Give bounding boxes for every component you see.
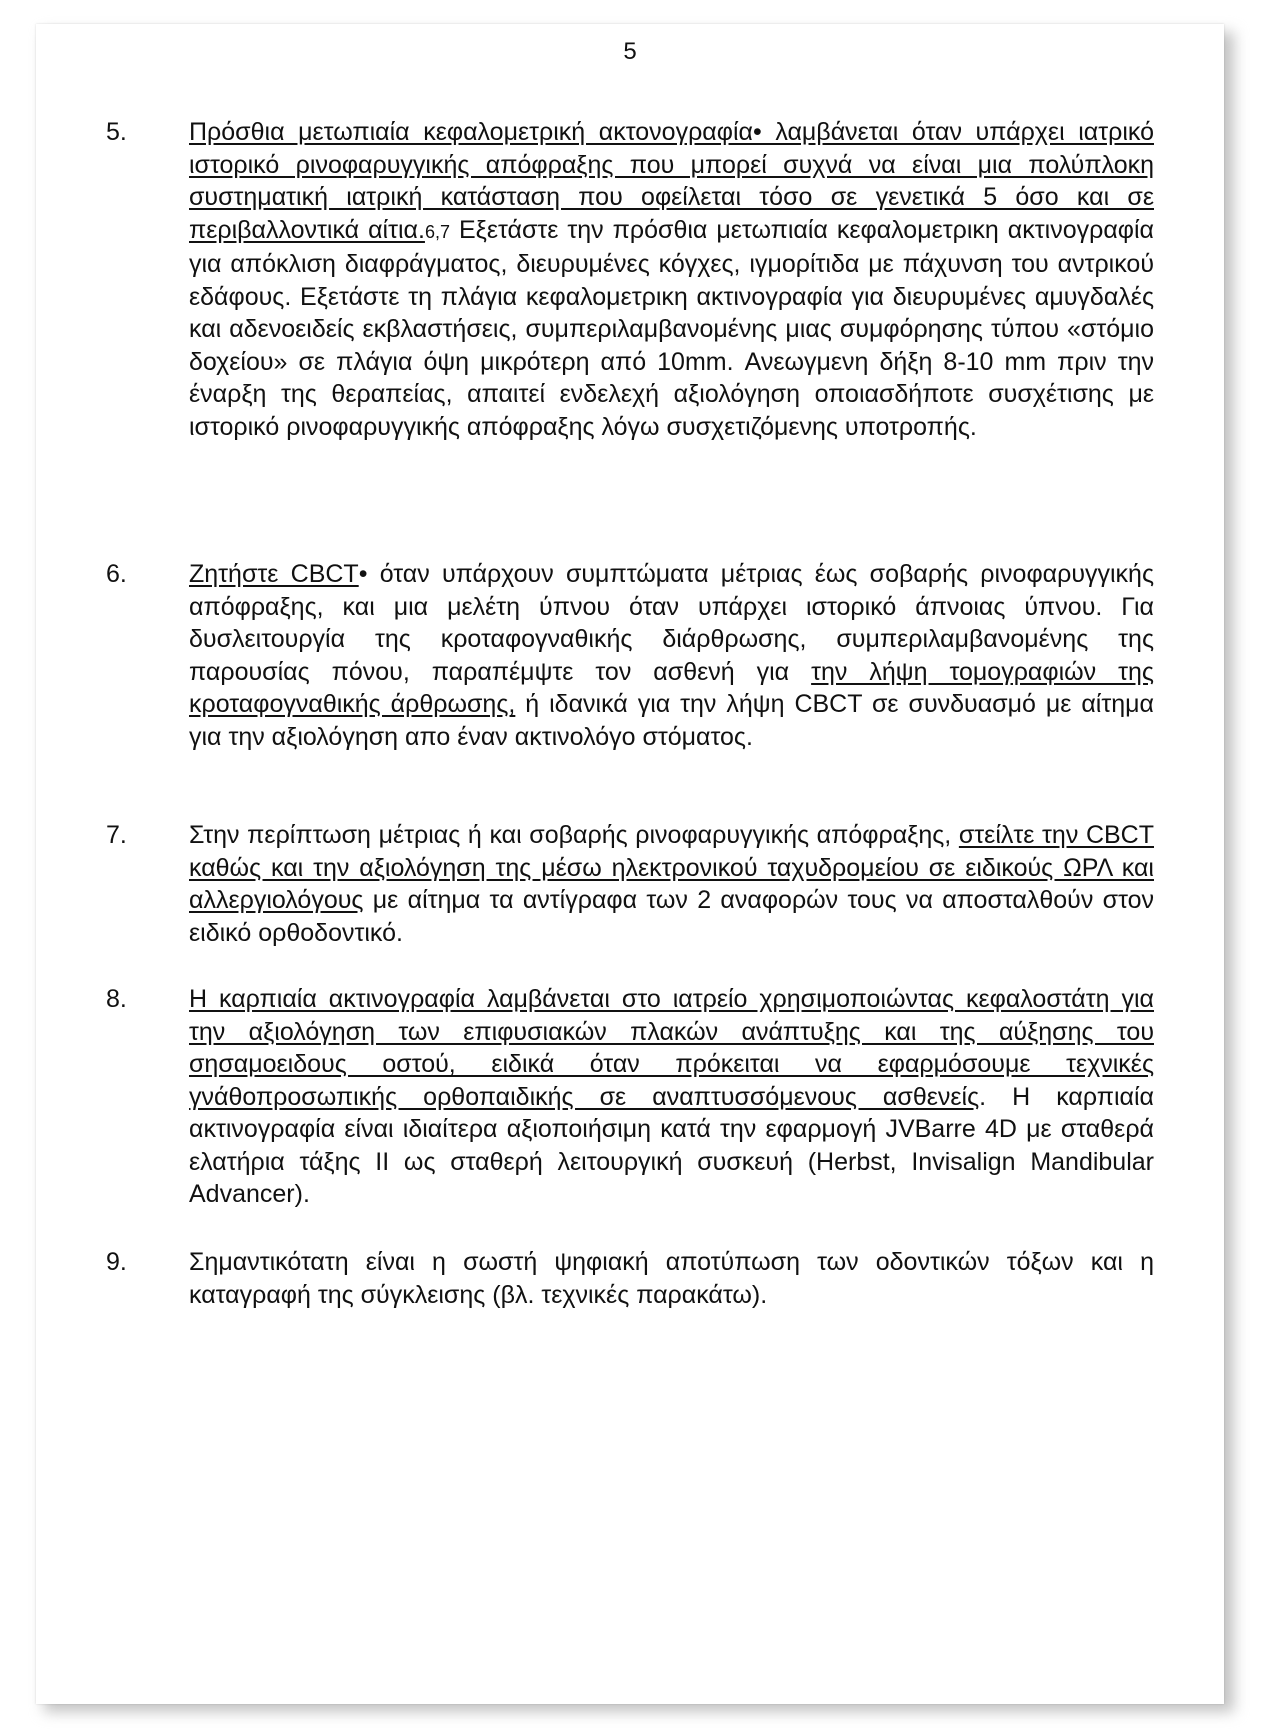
body-text: Εξετάστε την πρόσθια μετωπιαία κεφαλομετρικη ακτινογραφία για απόκλιση διαφράγματος, διευρυμένες κόγχες, ιγμορίτιδα με πάχυνση του αντρικού εδάφους. Εξετάστε τη πλάγια κεφαλομετρικη ακτινογραφία για διευρυμένες αμυγδαλές και αδενοειδείς εκβλαστήσεις, συμπεριλαμβανομένης μιας συμφόρησης τύπου «στόμιο δοχείου» σε πλάγια όψη μικρότερη από 10mm. Ανεωγμενη δήξη 8-10 mm πριν την έναρξη της θεραπείας, απαιτεί ενδελεχή αξιολόγηση οποιασδήποτε συσχέτισης με ιστορικό ρινοφαρυγγικής απόφραξης λόγω συσχετιζόμενης υποτροπής. <box>189 215 1154 441</box>
list-item-5 <box>106 116 1196 443</box>
item-text <box>189 116 1154 443</box>
item-number: 6. <box>106 560 127 588</box>
item-text <box>189 558 1154 753</box>
body-text: Στην περίπτωση μέτριας ή και σοβαρής ρινοφαρυγγικής απόφραξης, <box>189 821 959 849</box>
item-number: 9. <box>106 1248 127 1276</box>
underlined-text: στείλτε την CBCT καθώς και την αξιολόγηση της μέσω ηλεκτρονικού ταχυδρομείου σε ειδικούς ΩΡΛ και αλλεργιολόγους <box>189 821 1154 914</box>
body-text: • όταν υπάρχουν συμπτώματα μέτριας έως σοβαρής ρινοφαρυγγικής απόφραξης, και μια μελέτη ύπνου όταν υπάρχει ιστορικό άπνοιας ύπνου. Για δυσλειτουργία της κροταφογναθικής διάρθρωσης, συμπεριλαμβανομένης της παρουσίας πόνου, παραπέμψτε τον ασθενή για <box>189 560 1155 686</box>
underlined-text: Ζητήστε CBCT <box>189 560 359 588</box>
body-text: . Η καρπιαία ακτινογραφία είναι ιδιαίτερα αξιοποιήσιμη κατά την εφαρμογή JVBarre 4D με σταθερά ελατήρια τάξης II ως σταθερή λειτουργική συσκευή (Herbst, Invisalign Mandibular Advancer). <box>189 1082 1154 1208</box>
underlined-text: την λήψη τομογραφιών της κροταφογναθικής άρθρωσης, <box>189 657 1154 718</box>
list-item-8 <box>106 983 1196 1211</box>
body-text: ή ιδανικά για την λήψη CBCT σε συνδυασμό με αίτημα για την αξιολόγηση απο έναν ακτινολόγο στόματος. <box>189 690 1154 751</box>
underlined-text: Η καρπιαία ακτινογραφία λαμβάνεται στο ιατρείο χρησιμοποιώντας κεφαλοστάτη για την αξιολόγηση των επιφυσιακών πλακών ανάπτυξης και της αύξησης του σησαμοειδους οστού, ειδικά όταν πρόκειται να εφαρμόσουμε τεχνικές γνάθοπροσωπικής ορθοπαιδικής σε αναπτυσσόμενους ασθενείς <box>189 985 1154 1111</box>
item-text <box>189 819 1154 949</box>
list-item-9 <box>106 1246 1196 1311</box>
list-item-7 <box>106 819 1196 949</box>
list-item-6 <box>106 558 1196 753</box>
item-number: 8. <box>106 985 127 1013</box>
page-number: 5 <box>623 38 637 65</box>
underlined-text: Πρόσθια μετωπιαία κεφαλομετρική ακτονογραφία• λαμβάνεται όταν υπάρχει ιατρικό ιστορικό ρινοφαρυγγικής απόφραξης που μπορεί συχνά να είναι μια πολύπλοκη συστηματική ιατρική κατάσταση που οφείλεται τόσο σε γενετικά 5 όσο και σε περιβαλλοντικά αίτια. <box>189 118 1154 244</box>
item-text: Σημαντικότατη είναι η σωστή ψηφιακή αποτύπωση των οδοντικών τόξων και η καταγραφή της σύγκλεισης (βλ. τεχνικές παρακάτω). <box>189 1248 1154 1309</box>
item-text <box>189 983 1154 1211</box>
item-number: 7. <box>106 821 127 849</box>
reference-numbers: 6,7 <box>424 221 450 242</box>
body-text: με αίτημα τα αντίγραφα των 2 αναφορών τους να αποσταλθούν στον ειδικό ορθοδοντικό. <box>189 886 1154 947</box>
document-page <box>36 24 1224 1704</box>
item-number: 5. <box>106 118 127 146</box>
